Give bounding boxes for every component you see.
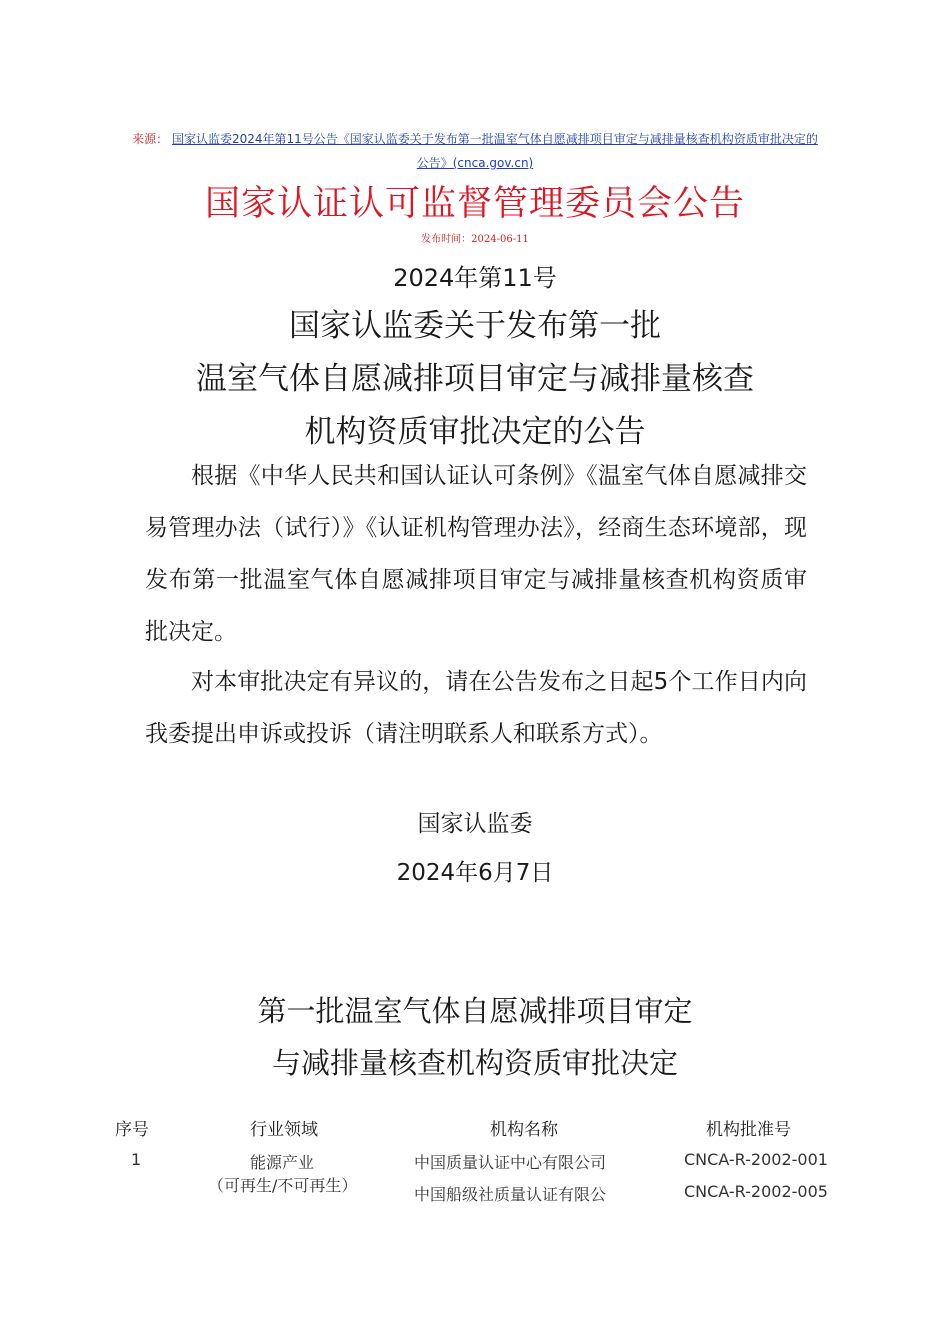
announcement-title: [0, 300, 950, 459]
decision-title: [0, 985, 950, 1089]
decision-title-line: 第一批温室气体自愿减排项目审定: [257, 994, 693, 1028]
table-header-field: 行业领域: [250, 1120, 318, 1140]
announcement-title-line: 机构资质审批决定的公告: [304, 414, 646, 450]
table-cell-code: CNCA-R-2002-001: [684, 1150, 828, 1169]
table-cell-field: 能源产业: [250, 1153, 315, 1172]
body-paragraph: 对本审批决定有异议的，请在公告发布之日起5个工作日内向我委提出申诉或投诉（请注明联系人和联系方式）。: [145, 669, 807, 747]
table-header-code: 机构批准号: [706, 1120, 791, 1140]
table-cell-index: 1: [131, 1150, 142, 1169]
source-link[interactable]: 国家认监委2024年第11号公告《国家认监委关于发布第一批温室气体自愿减排项目审定与减排量核查机构资质审批决定的公告》(cnca.gov.cn): [172, 132, 818, 170]
table-header-org: 机构名称: [490, 1120, 558, 1140]
source-line: [130, 127, 820, 175]
decision-title-line: 与减排量核查机构资质审批决定: [271, 1046, 678, 1080]
table-cell-org: 中国质量认证中心有限公司: [414, 1153, 607, 1172]
announcement-title-line: 国家认监委关于发布第一批: [289, 308, 661, 344]
document-number: 2024年第11号: [393, 264, 557, 292]
announcement-title-line: 温室气体自愿减排项目审定与减排量核查: [196, 361, 754, 397]
signature-org: 国家认监委: [417, 811, 533, 837]
table-header-index: 序号: [115, 1120, 149, 1140]
table-cell-field-note: （可再生/不可再生）: [208, 1176, 358, 1195]
table-cell-org: 中国船级社质量认证有限公: [414, 1185, 607, 1204]
source-label: 来源：: [132, 132, 169, 146]
page-title: 国家认证认可监督管理委员会公告: [204, 184, 745, 224]
body-paragraph: 根据《中华人民共和国认证认可条例》《温室气体自愿减排交易管理办法（试行）》《认证机构管理办法》，经商生态环境部，现发布第一批温室气体自愿减排项目审定与减排量核查机构资质审批决定。: [145, 463, 807, 645]
publish-time: 发布时间：2024-06-11: [421, 234, 529, 245]
table-cell-code: CNCA-R-2002-005: [684, 1182, 828, 1201]
signature-date: 2024年6月7日: [396, 860, 554, 886]
